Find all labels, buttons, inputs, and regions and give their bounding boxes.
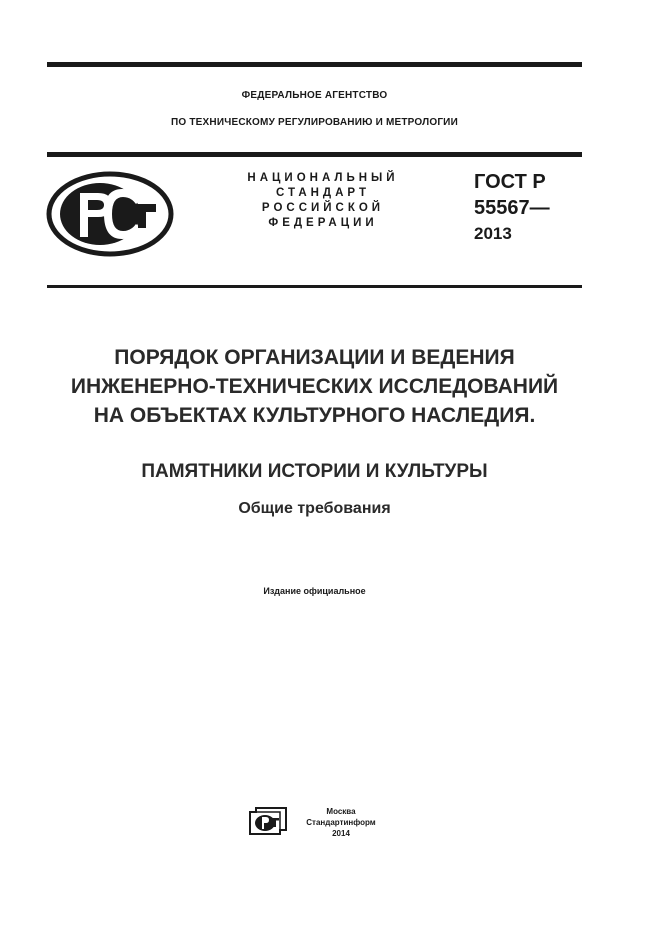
edition-label: Издание официальное	[263, 586, 366, 596]
document-requirements: Общие требования	[238, 500, 391, 517]
bottom-rule	[47, 285, 582, 288]
gost-number: 55567—	[474, 197, 550, 219]
national-line-4: ФЕДЕРАЦИИ	[268, 217, 378, 229]
title-line-2: ИНЖЕНЕРНО-ТЕХНИЧЕСКИХ ИССЛЕДОВАНИЙ	[70, 375, 559, 398]
rst-certification-mark-icon	[46, 171, 174, 257]
gost-designation	[474, 169, 584, 247]
agency-line-2: ПО ТЕХНИЧЕСКОМУ РЕГУЛИРОВАНИЮ И МЕТРОЛОГИИ	[171, 117, 458, 128]
agency-line-1: ФЕДЕРАЛЬНОЕ АГЕНТСТВО	[241, 90, 388, 101]
gost-prefix: ГОСТ Р	[474, 171, 546, 193]
publisher-info	[296, 806, 386, 839]
title-line-1: ПОРЯДОК ОРГАНИЗАЦИИ И ВЕДЕНИЯ	[114, 346, 515, 369]
national-line-1: НАЦИОНАЛЬНЫЙ	[247, 172, 399, 184]
publisher-year: 2014	[332, 829, 350, 838]
publisher-city: Москва	[326, 807, 356, 816]
document-subtitle: ПАМЯТНИКИ ИСТОРИИ И КУЛЬТУРЫ	[141, 461, 488, 482]
middle-rule	[47, 152, 582, 157]
document-title	[47, 343, 582, 430]
top-rule	[47, 62, 582, 67]
publisher-name: Стандартинформ	[306, 818, 376, 827]
national-standard-label	[218, 171, 428, 231]
gost-year: 2013	[474, 224, 512, 243]
national-line-3: РОССИЙСКОЙ	[261, 202, 385, 214]
national-line-2: СТАНДАРТ	[276, 187, 370, 199]
standartinform-logo-icon	[248, 806, 288, 836]
title-line-3: НА ОБЪЕКТАХ КУЛЬТУРНОГО НАСЛЕДИЯ.	[93, 404, 536, 427]
